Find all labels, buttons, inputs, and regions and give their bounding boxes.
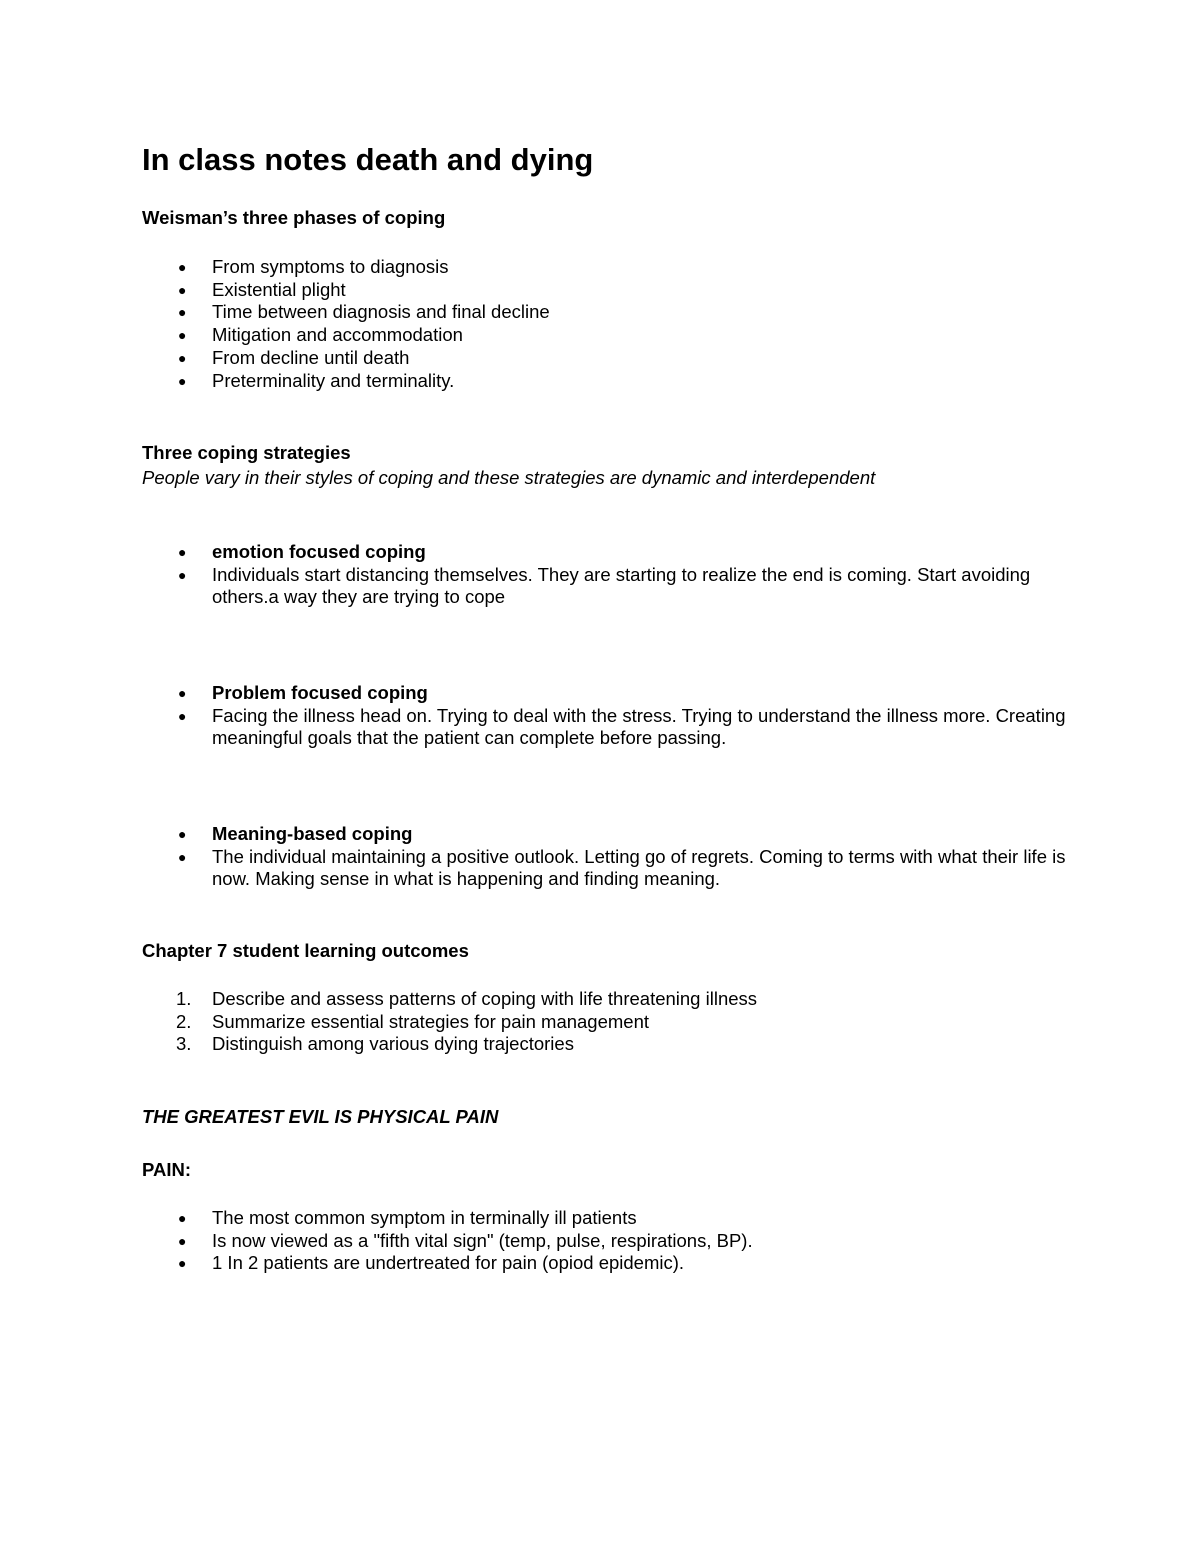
bullet-icon: ● [178, 685, 187, 701]
bullet-icon: ● [178, 259, 187, 275]
numbered-item: 1. Describe and assess patterns of coping with life threatening illness [176, 988, 758, 1009]
list-item: ● From decline until death [178, 346, 410, 368]
list-item: ● Preterminality and terminality. [178, 369, 455, 391]
bullet-icon: ● [178, 1232, 187, 1249]
strategy-description-item: ● Facing the illness head on. Trying to deal with the stress. Trying to understand the illness more. Creating meaningful goals that the patient can complete before passing. [178, 704, 1066, 749]
pain-facts-list [0, 1207, 1072, 1275]
list-item: ● 1 In 2 patients are undertreated for pain (opiod epidemic). [178, 1252, 685, 1274]
bullet-icon: ● [178, 304, 187, 321]
item-number: 1. [176, 988, 192, 1009]
strategy-description-item: ● Individuals start distancing themselves. They are starting to realize the end is coming. Start avoiding others.a way they are trying to cope [178, 563, 1031, 608]
numbered-item: 2. Summarize essential strategies for pain management [176, 1010, 650, 1032]
list-item: ● The most common symptom in terminally ill patients [178, 1207, 637, 1228]
strategy-name-item: ● Meaning-based coping [178, 823, 413, 844]
weisman-phases-list [0, 256, 1072, 392]
bullet-icon: ● [178, 707, 187, 724]
bullet-icon: ● [178, 544, 187, 560]
list-item: ● Is now viewed as a "fifth vital sign" (temp, pulse, respirations, BP). [178, 1229, 753, 1251]
section-heading-weisman: Weisman’s three phases of coping [142, 207, 446, 228]
bullet-icon: ● [178, 349, 187, 366]
emotion-focused-list [0, 541, 1072, 609]
section-heading-greatest-evil: THE GREATEST EVIL IS PHYSICAL PAIN [142, 1106, 499, 1127]
strategy-name-item: ● emotion focused coping [178, 541, 426, 562]
page-title: In class notes death and dying [142, 142, 594, 177]
section-heading-learning-outcomes: Chapter 7 student learning outcomes [142, 940, 469, 961]
bullet-icon: ● [178, 566, 187, 583]
numbered-item: 3. Distinguish among various dying trajectories [176, 1033, 574, 1055]
learning-outcomes-list [0, 988, 1072, 1056]
section-heading-pain: PAIN: [142, 1159, 191, 1180]
strategy-description-item: ● The individual maintaining a positive outlook. Letting go of regrets. Coming to terms with what their life is now. Making sense in what is happening and finding meaning. [178, 845, 1066, 890]
bullet-icon: ● [178, 327, 187, 344]
problem-focused-list [0, 682, 1072, 750]
list-item: ● Existential plight [178, 278, 346, 300]
section-heading-coping-strategies: Three coping strategies [142, 442, 351, 463]
item-number: 3. [176, 1033, 192, 1055]
bullet-icon: ● [178, 372, 187, 389]
bullet-icon: ● [178, 848, 187, 865]
bullet-icon: ● [178, 281, 187, 298]
strategy-name-item: ● Problem focused coping [178, 682, 428, 703]
list-item: ● From symptoms to diagnosis [178, 256, 449, 277]
section-subtitle: People vary in their styles of coping and these strategies are dynamic and interdependent [142, 467, 876, 488]
bullet-icon: ● [178, 1255, 187, 1272]
meaning-based-list [0, 823, 1072, 891]
list-item: ● Time between diagnosis and final decline [178, 301, 550, 323]
bullet-icon: ● [178, 826, 187, 842]
list-item: ● Mitigation and accommodation [178, 324, 463, 346]
item-number: 2. [176, 1010, 192, 1032]
bullet-icon: ● [178, 1210, 187, 1226]
